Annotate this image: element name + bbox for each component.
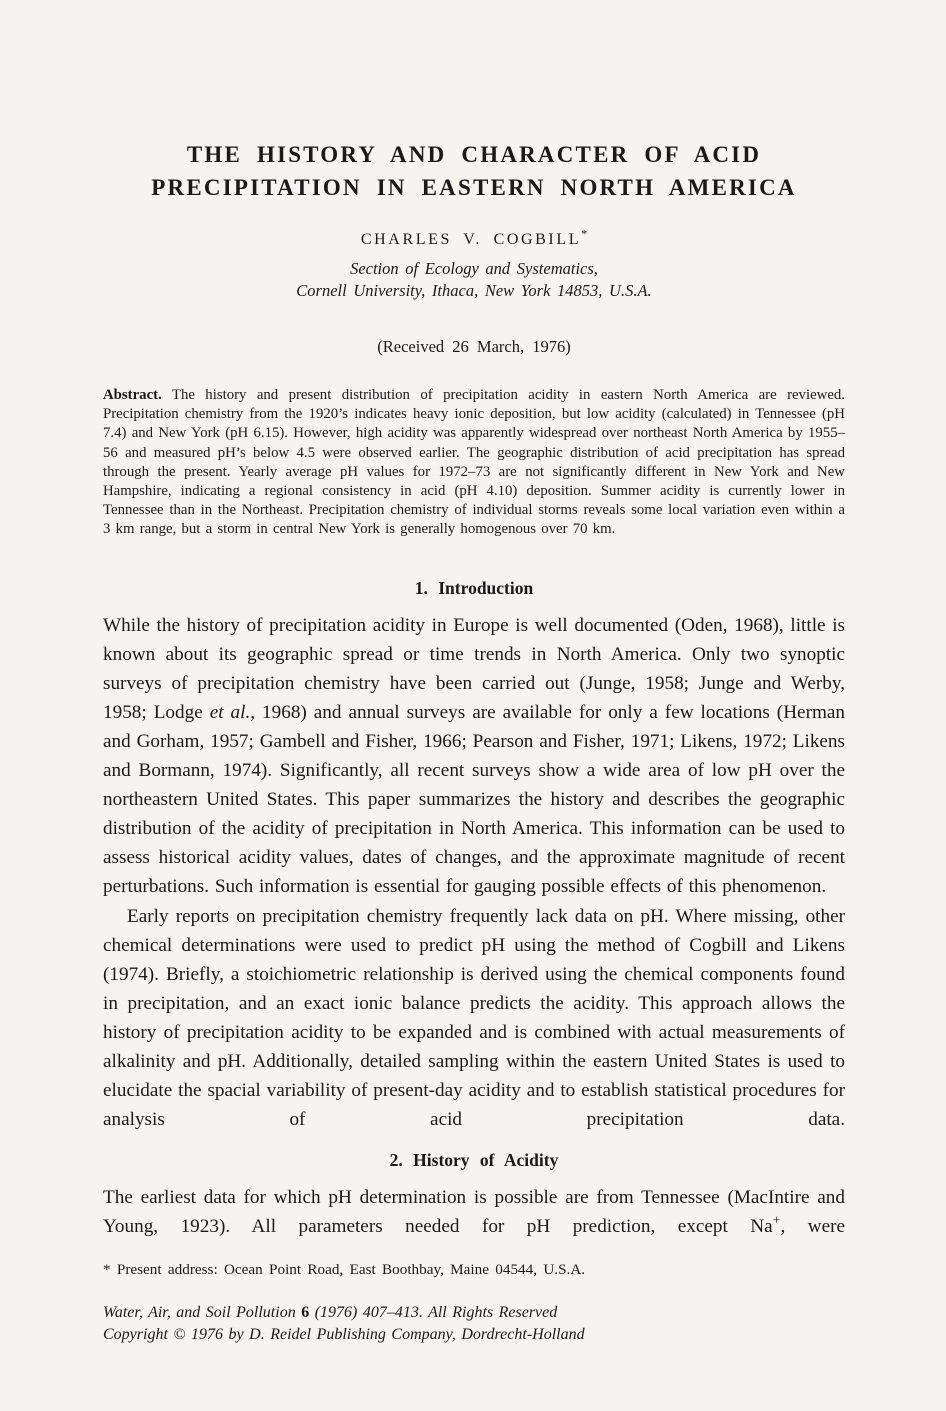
author-name: CHARLES V. COGBILL bbox=[360, 231, 582, 248]
received-date: (Received 26 March, 1976) bbox=[377, 337, 571, 356]
history-paragraph-1: The earliest data for which pH determination is possible are from Tennessee (MacIntire and Young, 1923). All parameters needed for pH prediction, except Na+, were bbox=[103, 1187, 846, 1238]
affiliation bbox=[103, 258, 845, 301]
introduction-paragraph-2: Early reports on precipitation chemistry frequently lack data on pH. Where missing, other chemical determinations were used to predict pH using the method of Cogbill and Likens (1974). Briefly, a stoichiometric relationship is derived using the chemical components found in precipitation, and an exact ionic balance predicts the acidity. This approach allows the history of precipitation acidity to be expanded and is combined with actual measurements of alkalinity and pH. Additionally, detailed sampling within the eastern United States is used to elucidate the spacial variability of present-day acidity and to establish statistical procedures for analysis of acid precipitation data. bbox=[103, 905, 845, 1131]
affiliation-line-2: Cornell University, Ithaca, New York 14853, U.S.A. bbox=[296, 280, 652, 300]
introduction-paragraph-1: While the history of precipitation acidity in Europe is well documented (Oden, 1968), little is known about its geographic spread or time trends in North America. Only two synoptic surveys of precipitation chemistry have been carried out (Junge, 1958; Junge and Werby, 1958; Lodge et al., 1968) and annual surveys are available for only a few locations (Herman and Gorham, 1957; Gambell and Fisher, 1966; Pearson and Fisher, 1971; Likens, 1972; Likens and Bormann, 1974). Significantly, all recent surveys show a wide area of low pH over the northeastern United States. This paper summarizes the history and describes the geographic distribution of the acidity of precipitation in North America. This information can be used to assess historical acidity values, dates of changes, and the approximate magnitude of recent perturbations. Such information is essential for gauging possible effects of this phenomenon. bbox=[103, 614, 845, 898]
journal-footer bbox=[103, 1302, 845, 1347]
section-heading-introduction: 1. Introduction bbox=[414, 577, 534, 598]
paper-title-line-1: THE HISTORY AND CHARACTER OF ACID bbox=[186, 142, 762, 167]
journal-footer-line-1: Water, Air, and Soil Pollution 6 (1976) 407–413. All Rights Reserved bbox=[103, 1303, 558, 1321]
section-heading-history-of-acidity: 2. History of Acidity bbox=[389, 1150, 559, 1171]
paper-title bbox=[103, 138, 845, 204]
abstract: Abstract. The history and present distribution of precipitation acidity in eastern North America are reviewed. Precipitation chemistry from the 1920’s indicates heavy ionic deposition, but low acidity (calculated) in Tennessee (pH 7.4) and New York (pH 6.15). However, high acidity was apparently widespread over northeast North America by 1955–56 and measured pH’s below 4.5 were observed earlier. The geographic distribution of acid precipitation has spread through the present. Yearly average pH values for 1972–73 are not significantly different in New York and New Hampshire, indicating a regional consistency in acid (pH 4.10) deposition. Summer acidity is currently lower in Tennessee than in the Northeast. Precipitation chemistry of individual storms reveals some local variation even within a 3 km range, but a storm in central New York is generally homogenous over 70 km. bbox=[103, 387, 845, 538]
author-line bbox=[103, 226, 845, 249]
affiliation-line-1: Section of Ecology and Systematics, bbox=[350, 259, 598, 278]
present-address-footnote: * Present address: Ocean Point Road, East Boothbay, Maine 04544, U.S.A. bbox=[103, 1260, 586, 1278]
paper-title-line-2: PRECIPITATION IN EASTERN NORTH AMERICA bbox=[151, 175, 797, 200]
journal-footer-line-2: Copyright © 1976 by D. Reidel Publishing Company, Dordrecht-Holland bbox=[103, 1326, 585, 1343]
author-footnote-mark: * bbox=[581, 226, 588, 241]
